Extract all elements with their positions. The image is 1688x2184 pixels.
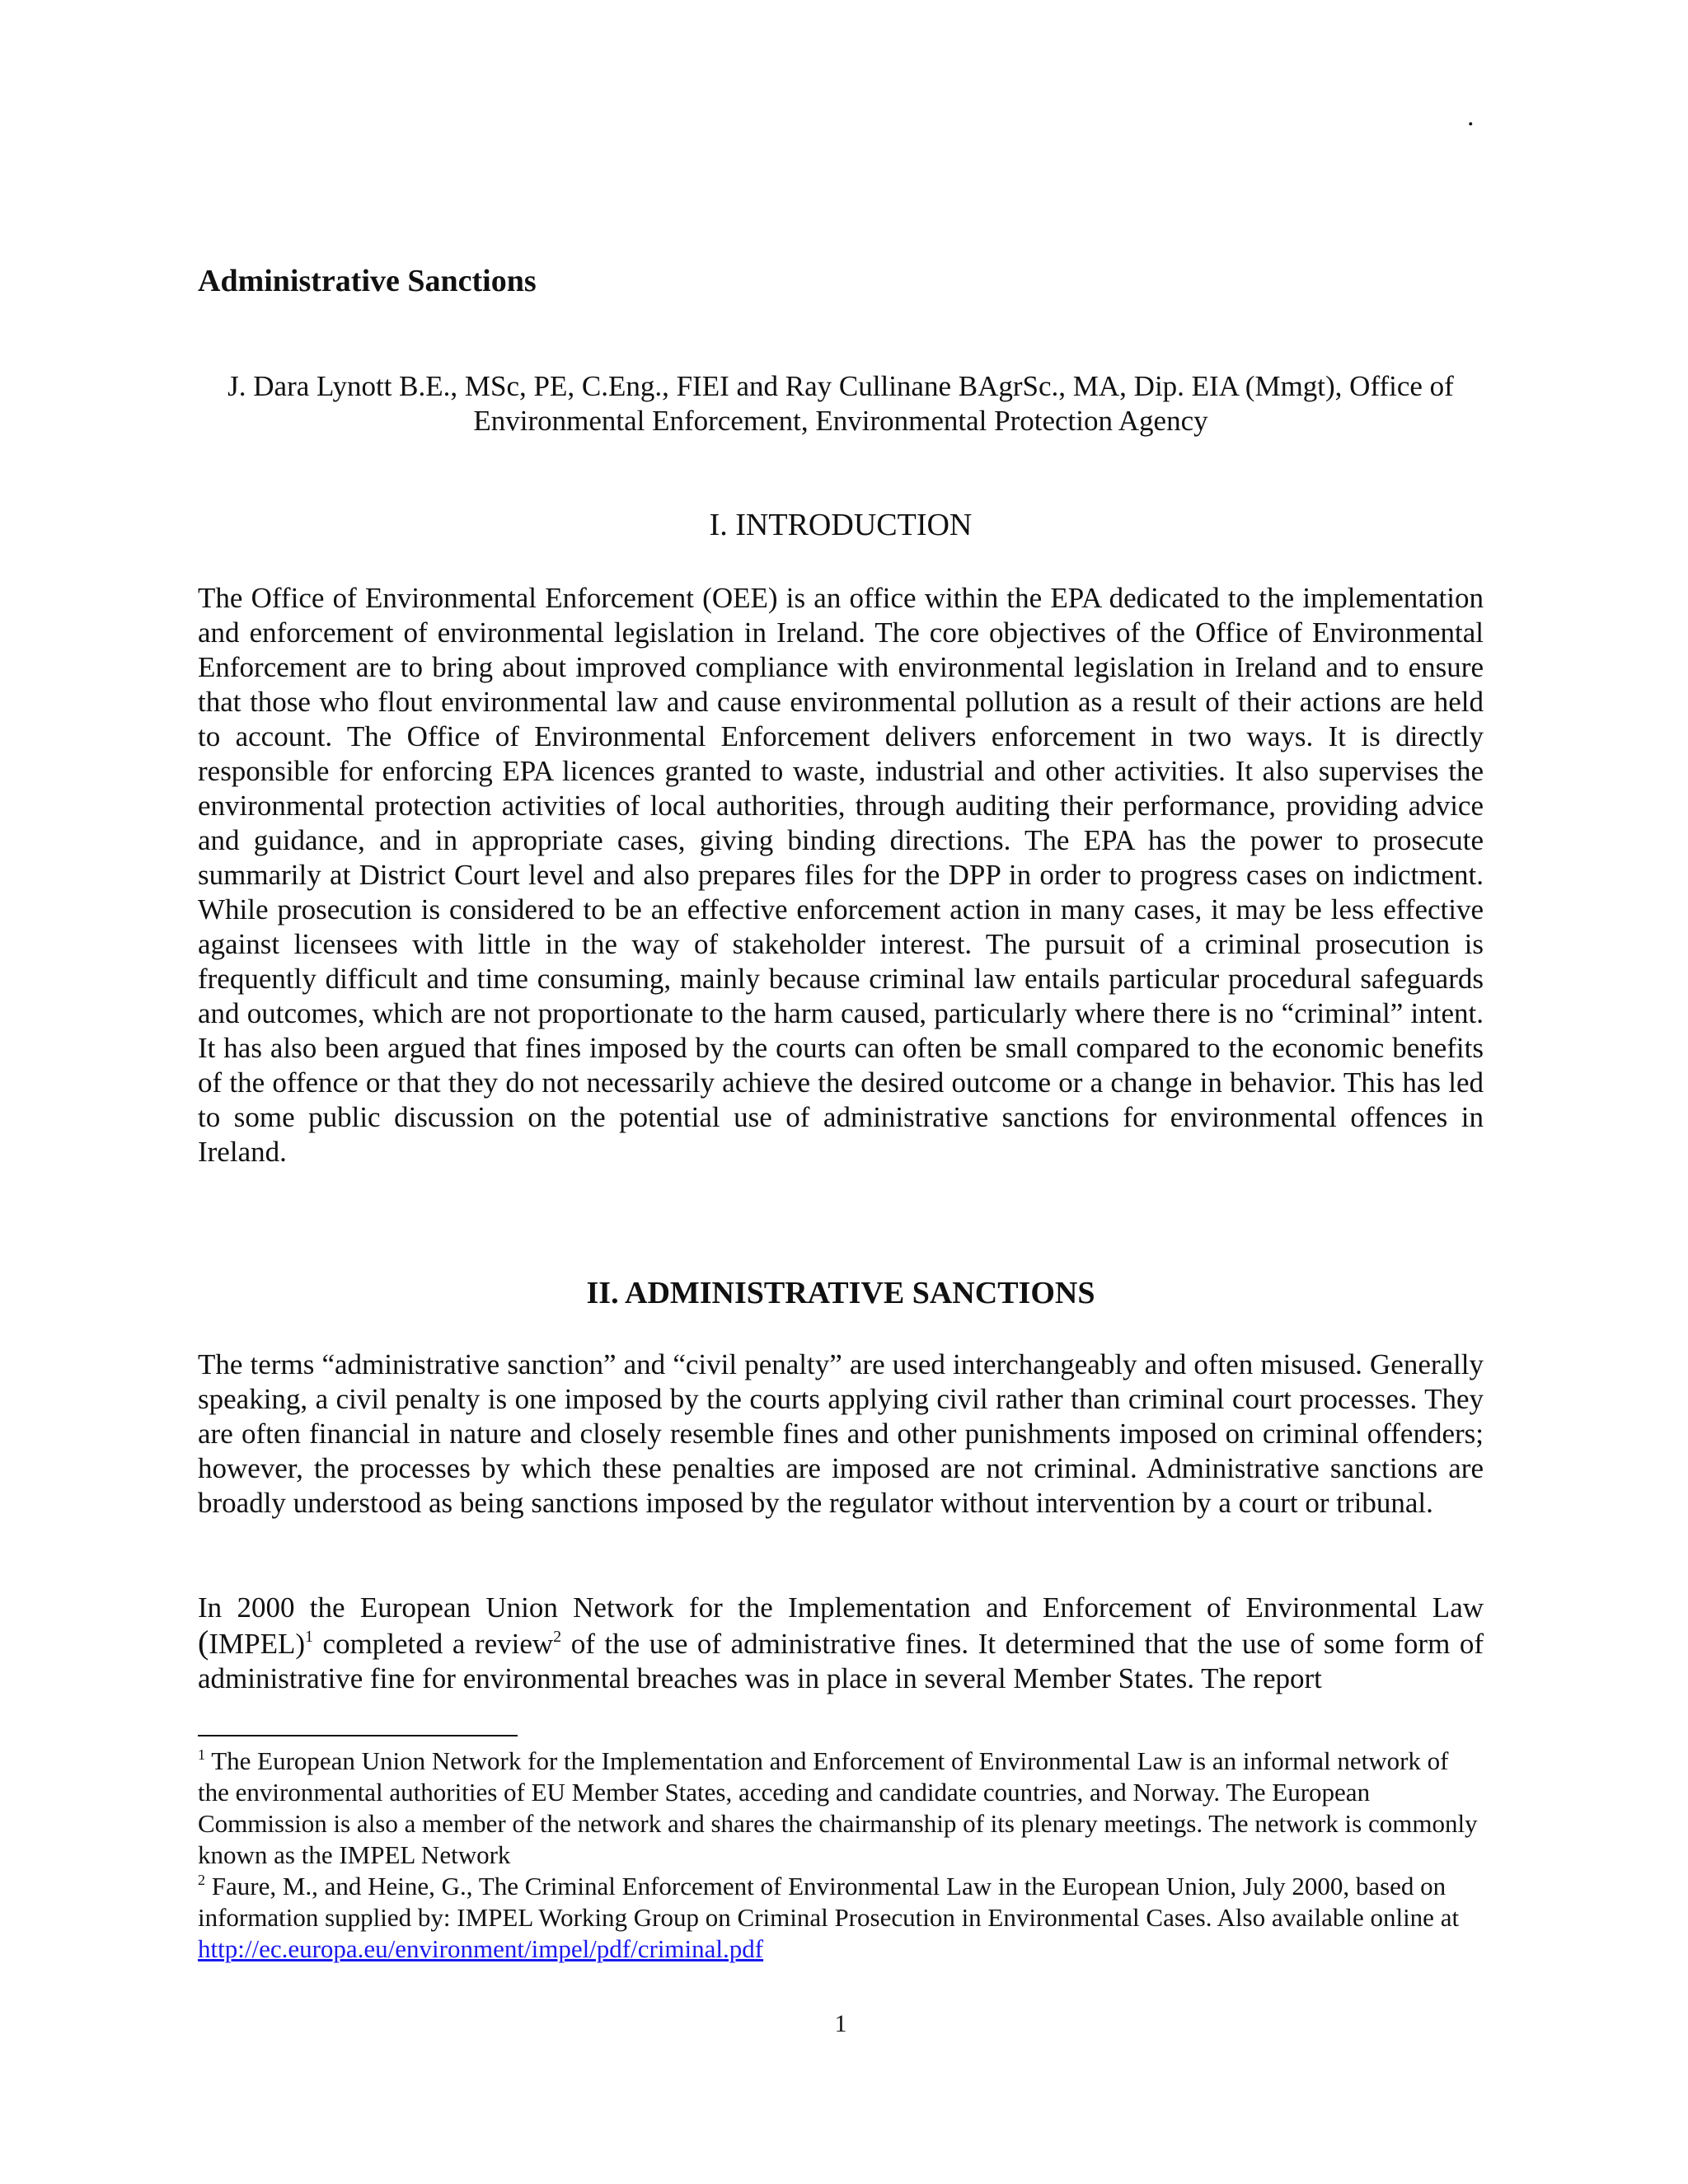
footnote-reference-1[interactable]: 1 [304, 1628, 313, 1646]
corner-mark: . [1467, 101, 1475, 132]
paragraph-text: IMPEL) [209, 1628, 305, 1660]
footnotes [198, 1746, 1484, 1965]
author-line: J. Dara Lynott B.E., MSc, PE, C.Eng., FIEI and Ray Cullinane BAgrSc., MA, Dip. EIA (Mmgt), Office of Environmental Enforcement, Environmental Protection Agency [227, 370, 1454, 437]
admin-sanctions-paragraph-2 [198, 1591, 1484, 1696]
paragraph-text: of the use of administrative fines. It determined that the use of some form of administrative fine for environmental breaches was in place in several Member States. The report [198, 1628, 1484, 1694]
footnote-divider [198, 1735, 518, 1736]
section-heading-administrative-sanctions: II. ADMINISTRATIVE SANCTIONS [586, 1276, 1095, 1310]
paragraph-text: In 2000 the European Union Network for the Implementation and Enforcement of Environmental Law [198, 1591, 1484, 1624]
document-title: Administrative Sanctions [198, 264, 537, 298]
paragraph-text: completed a review [312, 1628, 554, 1660]
footnote-marker: 2 [198, 1872, 205, 1888]
section-heading-introduction: I. INTRODUCTION [709, 508, 973, 542]
footnote-text: Faure, M., and Heine, G., The Criminal Enforcement of Environmental Law in the European Union, July 2000, based on information supplied by: IMPEL Working Group on Criminal Prosecution in Environmental Cases. Also available online at [198, 1872, 1460, 1932]
footnote-1 [198, 1746, 1484, 1871]
paragraph-text: ( [198, 1624, 209, 1661]
introduction-paragraph: The Office of Environmental Enforcement (OEE) is an office within the EPA dedicated to the implementation and enforcement of environmental legislation in Ireland. The core objectives of the Office of Environmental Enforcement are to bring about improved compliance with environmental legislation in Ireland and to ensure that those who flout environmental law and cause environmental pollution as a result of their actions are held to account. The Office of Environmental Enforcement delivers enforcement in two ways. It is directly responsible for enforcing EPA licences granted to waste, industrial and other activities. It also supervises the environmental protection activities of local authorities, through auditing their performance, providing advice and guidance, and in appropriate cases, giving binding directions. The EPA has the power to prosecute summarily at District Court level and also prepares files for the DPP in order to progress cases on indictment. While prosecution is considered to be an effective enforcement action in many cases, it may be less effective against licensees with little in the way of stakeholder interest. The pursuit of a criminal prosecution is frequently difficult and time consuming, mainly because criminal law entails particular procedural safeguards and outcomes, which are not proportionate to the harm caused, particularly where there is no “criminal” intent. It has also been argued that fines imposed by the courts can often be small compared to the economic benefits of the offence or that they do not necessarily achieve the desired outcome or a change in behavior. This has led to some public discussion on the potential use of administrative sanctions for environmental offences in Ireland. [198, 582, 1484, 1168]
footnote-link[interactable]: http://ec.europa.eu/environment/impel/pdf/criminal.pdf [198, 1934, 764, 1963]
footnote-2 [198, 1871, 1484, 1965]
footnote-text: The European Union Network for the Implementation and Enforcement of Environmental Law is an informal network of the environmental authorities of EU Member States, acceding and candidate countries, and Norway. The European Commission is also a member of the network and shares the chairmanship of its plenary meetings. The network is commonly known as the IMPEL Network [198, 1746, 1478, 1869]
footnote-reference-2[interactable]: 2 [553, 1628, 562, 1646]
page-number: 1 [834, 2010, 847, 2037]
admin-sanctions-paragraph-1: The terms “administrative sanction” and “civil penalty” are used interchangeably and often misused. Generally speaking, a civil penalty is one imposed by the courts applying civil rather than criminal court processes. They are often financial in nature and closely resemble fines and other punishments imposed on criminal offenders; however, the processes by which these penalties are imposed are not criminal. Administrative sanctions are broadly understood as being sanctions imposed by the regulator without intervention by a court or tribunal. [198, 1348, 1484, 1519]
footnote-marker: 1 [198, 1746, 205, 1763]
